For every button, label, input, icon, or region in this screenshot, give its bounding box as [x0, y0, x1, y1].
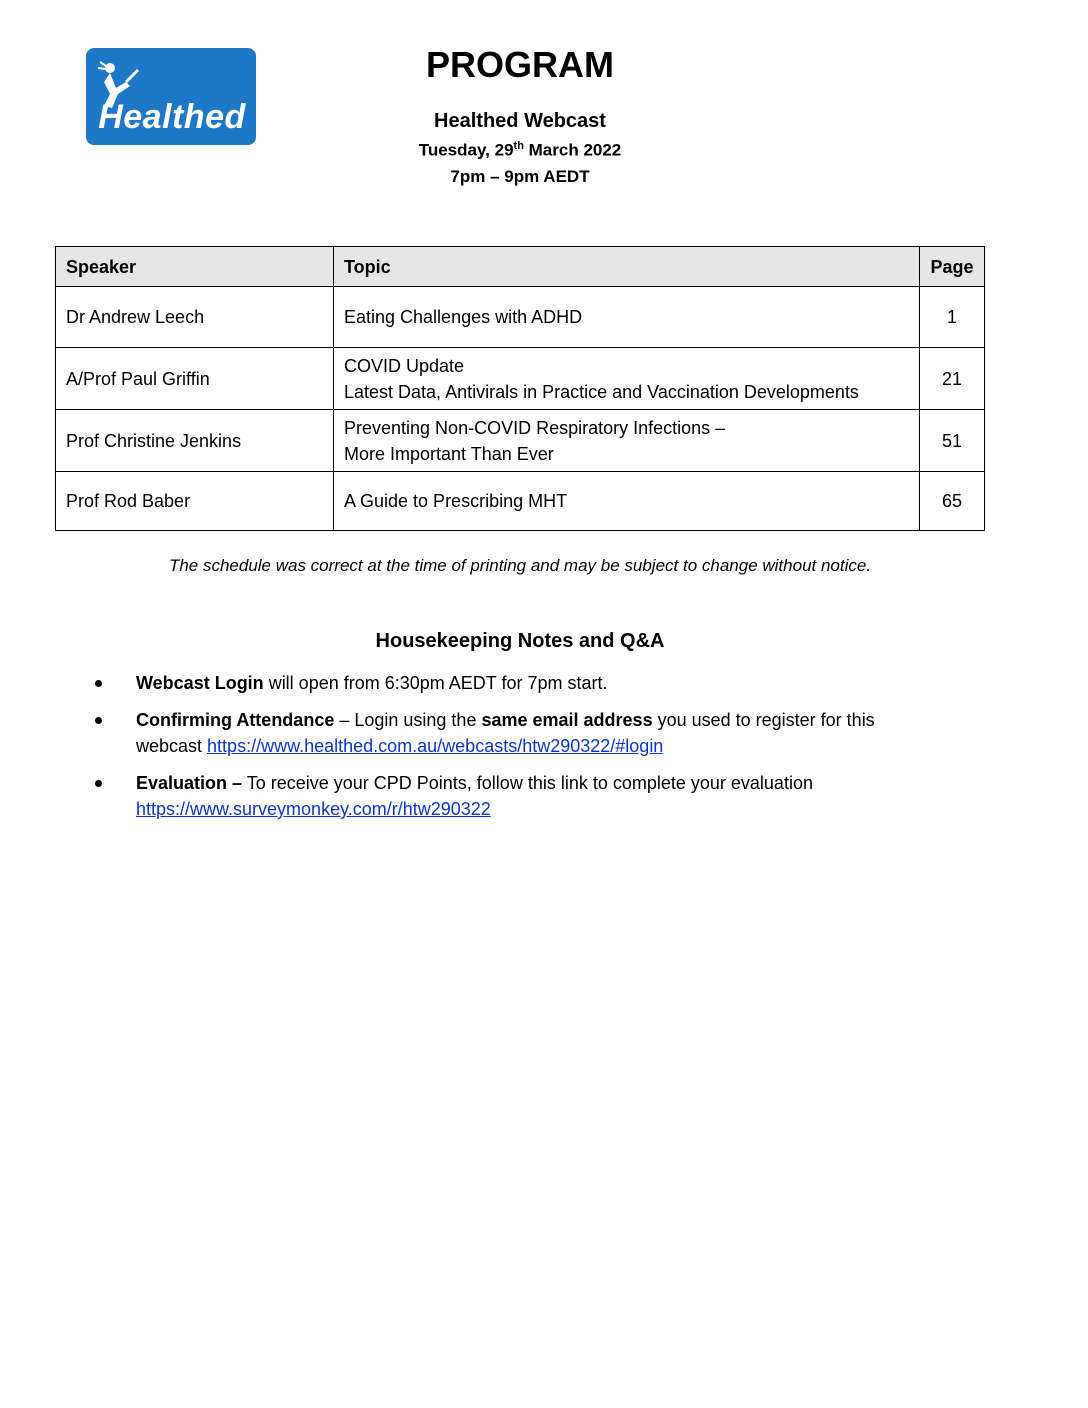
list-item: Evaluation – To receive your CPD Points, follow this link to complete your evaluation https://www.surveymonkey.com/r/htw290322 [90, 770, 910, 822]
header-topic: Topic [334, 247, 920, 287]
housekeeping-title: Housekeeping Notes and Q&A [375, 630, 665, 652]
bullet-icon [95, 680, 102, 687]
header-speaker: Speaker [56, 247, 334, 287]
table-header-row [56, 247, 985, 287]
table-row [56, 287, 985, 348]
housekeeping-list [90, 670, 910, 833]
table-row [56, 472, 985, 531]
topic-cell: A Guide to Prescribing MHT [334, 472, 920, 531]
program-table [55, 246, 985, 531]
page-cell: 1 [920, 287, 985, 348]
event-time: 7pm – 9pm AEDT [450, 167, 590, 186]
page-cell: 51 [920, 410, 985, 472]
table-row [56, 410, 985, 472]
list-item: Confirming Attendance – Login using the same email address you used to register for this webcast https://www.healthed.com.au/webcasts/htw290322/#login [90, 707, 910, 759]
page-title: PROGRAM [426, 44, 614, 85]
speaker-cell: Prof Rod Baber [56, 472, 334, 531]
speaker-cell: Prof Christine Jenkins [56, 410, 334, 472]
bullet-icon [95, 717, 102, 724]
header-page: Page [920, 247, 985, 287]
topic-cell: Preventing Non-COVID Respiratory Infections – More Important Than Ever [334, 410, 920, 472]
topic-cell: COVID Update Latest Data, Antivirals in Practice and Vaccination Developments [334, 348, 920, 410]
webcast-login-link[interactable]: https://www.healthed.com.au/webcasts/htw290322/#login [207, 736, 664, 756]
page-cell: 65 [920, 472, 985, 531]
evaluation-survey-link[interactable]: https://www.surveymonkey.com/r/htw290322 [136, 799, 491, 819]
schedule-disclaimer: The schedule was correct at the time of printing and may be subject to change without notice. [168, 556, 872, 575]
page-cell: 21 [920, 348, 985, 410]
list-item: Webcast Login will open from 6:30pm AEDT for 7pm start. [90, 670, 910, 696]
event-date: Tuesday, 29th March 2022 [418, 140, 622, 160]
table-row [56, 348, 985, 410]
bullet-icon [95, 780, 102, 787]
event-subtitle: Healthed Webcast [434, 110, 606, 132]
topic-cell: Eating Challenges with ADHD [334, 287, 920, 348]
logo-wordmark: Healthed [98, 98, 246, 136]
speaker-cell: Dr Andrew Leech [56, 287, 334, 348]
speaker-cell: A/Prof Paul Griffin [56, 348, 334, 410]
